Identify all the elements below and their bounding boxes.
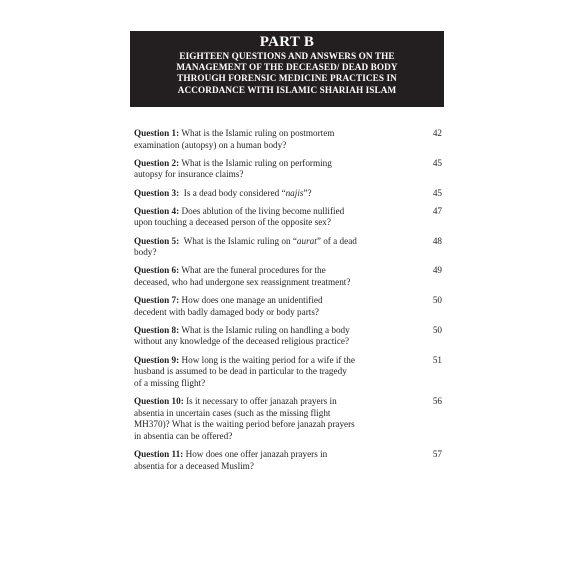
question-text: husband is assumed to be dead in particular to the tragedy [134,366,347,377]
page-number: 49 [432,265,442,276]
subtitle-line: THROUGH FORENSIC MEDICINE PRACTICES IN [177,73,397,84]
page-number: 45 [432,187,442,198]
question-label: Question 6: [134,265,180,276]
page-number: 47 [432,205,442,216]
question-text: What is the Islamic ruling on postmortem [181,128,335,138]
toc-entry-q6 [134,265,444,288]
question-text: What is the Islamic ruling on “ [183,235,297,246]
toc-entry-q11 [134,449,444,472]
question-label: Question 9: [134,354,180,365]
question-text: of a missing flight? [134,377,206,388]
toc-entry-q3 [134,188,444,200]
question-text: Is it necessary to offer janazah prayers in [186,396,337,407]
question-label: Question 10: [134,396,184,407]
question-text: without any knowledge of the deceased religious practice? [134,336,350,347]
question-text: Is a dead body considered “ [183,187,286,198]
subtitle-line: EIGHTEEN QUESTIONS AND ANSWERS ON THE [179,51,395,61]
page-number: 50 [432,324,442,335]
page-number: 57 [432,449,442,459]
question-label: Question 1: [134,128,180,138]
page-number: 42 [432,128,442,138]
question-text: Does ablution of the living become nullified [181,205,345,216]
question-text: MH370)? What is the waiting period before janazah prayers [134,419,355,430]
question-text: How does one offer janazah prayers in [185,449,328,459]
page-number: 50 [432,295,442,306]
question-text: How long is the waiting period for a wife if the [181,354,355,365]
toc-entry-q4 [134,206,444,229]
question-label: Question 2: [134,157,180,168]
part-b-banner [130,31,444,107]
page-number: 48 [432,235,442,246]
question-text: body? [134,247,157,258]
question-italic-term: aurat [296,235,317,246]
question-text: ” of a dead [316,235,357,246]
toc-entry-q8 [134,325,444,348]
question-text: examination (autopsy) on a human body? [134,139,287,150]
page-number: 45 [432,157,442,168]
question-text: ”? [303,187,312,198]
toc-entry-q5 [134,236,444,259]
question-text: absentia for a deceased Muslim? [134,460,254,471]
toc-entry-q7 [134,295,444,318]
question-text: How does one manage an unidentified [181,295,323,306]
question-label: Question 4: [134,205,180,216]
part-subtitle [130,51,444,96]
page-number: 56 [432,396,442,407]
subtitle-line: MANAGEMENT OF THE DECEASED/ DEAD BODY [176,62,398,73]
table-of-contents [134,128,444,479]
toc-entry-q1 [134,128,444,151]
question-label: Question 3: [134,187,180,198]
subtitle-line: ACCORDANCE WITH ISLAMIC SHARIAH ISLAM [177,84,397,95]
question-text: absentia in uncertain cases (such as the missing flight [134,407,331,418]
page-number: 51 [432,354,442,365]
question-text: upon touching a deceased person of the opposite sex? [134,217,331,228]
question-label: Question 8: [134,324,180,335]
question-text: What is the Islamic ruling on performing [181,157,332,168]
question-text: in absentia can be offered? [134,430,233,441]
question-label: Question 11: [134,449,184,459]
question-text: What is the Islamic ruling on handling a body [181,324,350,335]
toc-entry-q10 [134,396,444,442]
toc-entry-q2 [134,158,444,181]
question-label: Question 5: [134,235,180,246]
question-text: deceased, who had undergone sex reassignment treatment? [134,276,351,287]
question-text: What are the funeral procedures for the [181,265,326,276]
question-text: autopsy for insurance claims? [134,169,244,180]
question-text: decedent with badly damaged body or body parts? [134,306,319,317]
toc-entry-q9 [134,355,444,390]
part-title: PART B [259,34,315,50]
question-label: Question 7: [134,295,180,306]
question-italic-term: najis [285,187,304,198]
